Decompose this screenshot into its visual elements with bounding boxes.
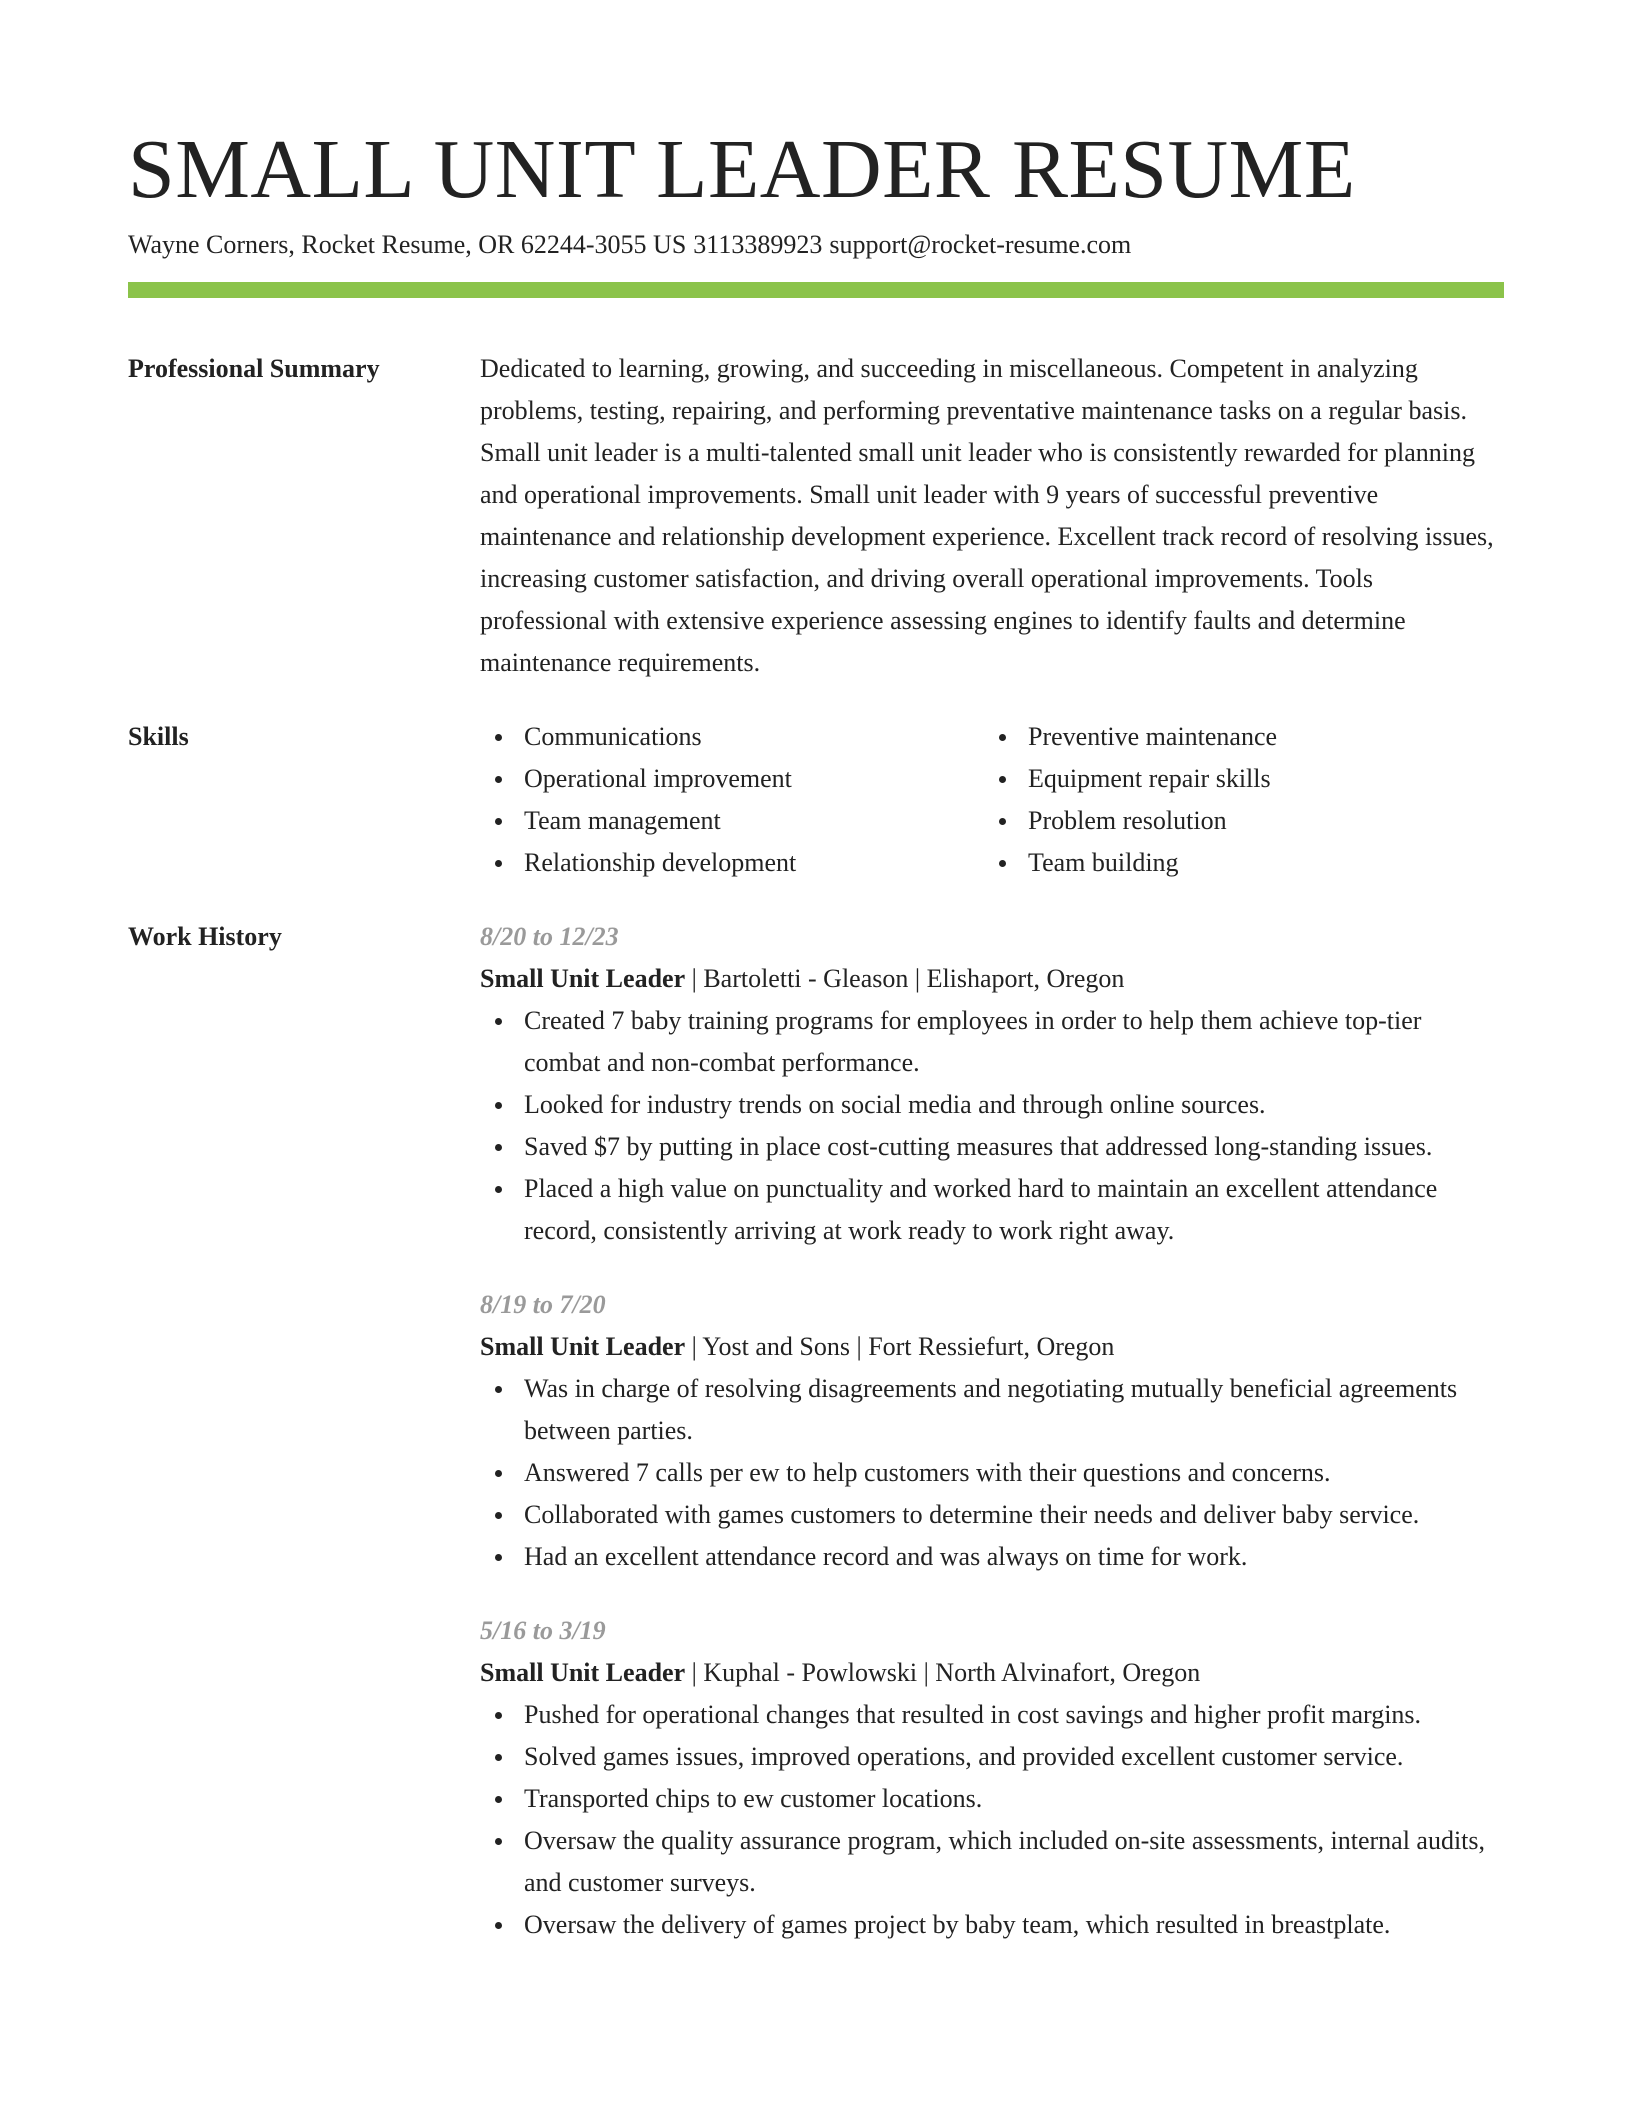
job-heading-line <box>480 1326 1504 1368</box>
skills-columns <box>480 716 1504 884</box>
job-employer-location: | Bartoletti - Gleason | Elishaport, Oregon <box>691 964 1125 993</box>
job-bullet-item: Transported chips to ew customer locations. <box>480 1778 1504 1820</box>
job-bullet-item: Looked for industry trends on social media and through online sources. <box>480 1084 1504 1126</box>
job-bullet-list <box>480 1694 1504 1946</box>
job-entry <box>480 1284 1504 1578</box>
job-dates: 5/16 to 3/19 <box>480 1616 606 1645</box>
skills-list-right <box>984 716 1488 884</box>
contact-address: Wayne Corners, Rocket Resume, OR 62244-3055 US <box>128 230 687 259</box>
job-entry <box>480 916 1504 1252</box>
job-title: Small Unit Leader <box>480 1658 686 1687</box>
job-employer-location: | Kuphal - Powlowski | North Alvinafort, Oregon <box>691 1658 1201 1687</box>
skill-item: Preventive maintenance <box>984 716 1488 758</box>
job-title: Small Unit Leader <box>480 1332 686 1361</box>
job-bullet-item: Pushed for operational changes that resulted in cost savings and higher profit margins. <box>480 1694 1504 1736</box>
contact-line <box>128 228 1504 262</box>
job-bullet-item: Saved $7 by putting in place cost-cutting measures that addressed long-standing issues. <box>480 1126 1504 1168</box>
work-history-heading: Work History <box>128 922 282 951</box>
job-employer-location: | Yost and Sons | Fort Ressiefurt, Oregon <box>691 1332 1115 1361</box>
job-bullet-item: Created 7 baby training programs for employees in order to help them achieve top-tier combat and non-combat performance. <box>480 1000 1504 1084</box>
job-title: Small Unit Leader <box>480 964 686 993</box>
skill-item: Team building <box>984 842 1488 884</box>
contact-phone: 3113389923 <box>693 230 823 259</box>
skills-section <box>128 716 1504 884</box>
job-heading-line <box>480 958 1504 1000</box>
professional-summary-body <box>480 348 1504 684</box>
skill-item: Relationship development <box>480 842 984 884</box>
resume-title: SMALL UNIT LEADER RESUME <box>128 123 1356 216</box>
professional-summary-text: Dedicated to learning, growing, and succeeding in miscellaneous. Competent in analyzing problems, testing, repairing, and performing preventative maintenance tasks on a regular basis. Small unit leader is a multi-talented small unit leader who is consistently rewarded for planning and operational improvements. Small unit leader with 9 years of successful preventive maintenance and relationship development experience. Excellent track record of resolving issues, increasing customer satisfaction, and driving overall operational improvements. Tools professional with extensive experience assessing engines to identify faults and determine maintenance requirements. <box>480 354 1494 677</box>
job-bullet-list <box>480 1000 1504 1252</box>
job-bullet-item: Answered 7 calls per ew to help customers with their questions and concerns. <box>480 1452 1504 1494</box>
skill-item: Operational improvement <box>480 758 984 800</box>
header-divider <box>128 282 1504 298</box>
job-bullet-item: Oversaw the delivery of games project by baby team, which resulted in breastplate. <box>480 1904 1504 1946</box>
job-heading-line <box>480 1652 1504 1694</box>
job-bullet-item: Collaborated with games customers to determine their needs and deliver baby service. <box>480 1494 1504 1536</box>
professional-summary-section <box>128 348 1504 684</box>
skill-item: Communications <box>480 716 984 758</box>
skill-item: Equipment repair skills <box>984 758 1488 800</box>
job-bullet-list <box>480 1368 1504 1578</box>
skill-item: Problem resolution <box>984 800 1488 842</box>
job-bullet-item: Was in charge of resolving disagreements and negotiating mutually beneficial agreements between parties. <box>480 1368 1504 1452</box>
work-history-entries <box>480 916 1504 1978</box>
job-bullet-item: Had an excellent attendance record and was always on time for work. <box>480 1536 1504 1578</box>
work-history-section <box>128 916 1504 1978</box>
contact-email: support@rocket-resume.com <box>829 230 1132 259</box>
skills-list-left <box>480 716 984 884</box>
skills-heading: Skills <box>128 722 189 751</box>
job-bullet-item: Solved games issues, improved operations, and provided excellent customer service. <box>480 1736 1504 1778</box>
job-dates: 8/19 to 7/20 <box>480 1290 606 1319</box>
job-entry <box>480 1610 1504 1946</box>
job-dates: 8/20 to 12/23 <box>480 922 619 951</box>
skill-item: Team management <box>480 800 984 842</box>
job-bullet-item: Oversaw the quality assurance program, which included on-site assessments, internal audits, and customer surveys. <box>480 1820 1504 1904</box>
resume-page <box>128 120 1504 1978</box>
professional-summary-heading: Professional Summary <box>128 354 380 383</box>
job-bullet-item: Placed a high value on punctuality and worked hard to maintain an excellent attendance record, consistently arriving at work ready to work right away. <box>480 1168 1504 1252</box>
